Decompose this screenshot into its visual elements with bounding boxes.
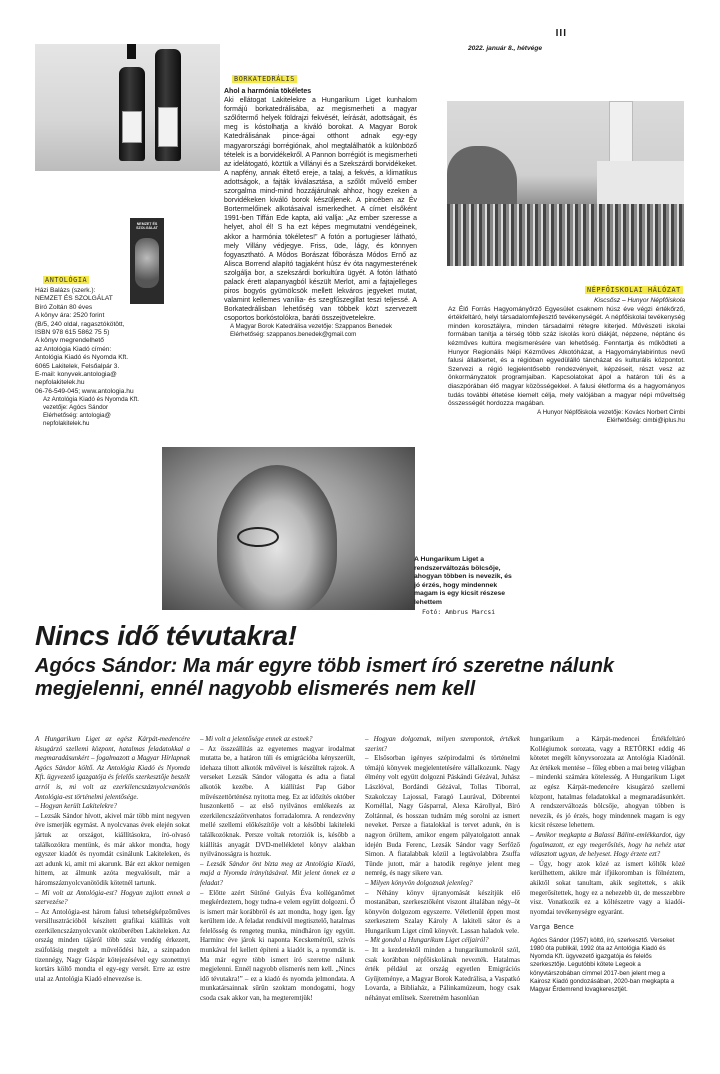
question: – Lezsák Sándor önt bízta meg az Antológia Kiadó, majd a Nyomda irányításával. Mit jelent önnek ez a feladat? xyxy=(200,859,355,887)
answer: – Elsősorban igényes szépirodalmi és történelmi témájú könyvek megjelentetésére vállalkozunk. Nagy élmény volt együtt dolgozni Páskándi Gézával, Juhász Lászlóval, Bordándi Gézával, Tollas Tiborral, Szakolczay Lajossal, Faragó Laurával, Döbrentei Kornéllal, Nagy Gásparral, Alexa Károllyal, Bíró Zoltánnal, és hosszan tudnám még sorolni az ismert neveket. Persze a fiatalokkal is tervet adunk, én is nagyon örültem, amikor engem pályatolgatott annak idején Buda Ferenc, Lezsák Sándor vagy Serfőző Simon. A fiatalabbak közül a legtávolabbra Zsuffa Tünde jutott, már a hatodik regénye jelent meg nemrég, és nagy sikere van. xyxy=(365,754,520,878)
nepfoiskolai-label: NÉPFŐISKOLAI HÁLÓZAT xyxy=(587,286,681,294)
borkatedralis-article xyxy=(224,87,417,339)
page-number: III xyxy=(555,28,567,39)
article-column-3 xyxy=(365,735,520,1004)
article-column-4 xyxy=(530,735,685,994)
info-line: Házi Balázs (szerk.): xyxy=(35,287,96,294)
antologia-credit xyxy=(35,396,155,428)
borkatedralis-label: BORKATEDRÁLIS xyxy=(234,75,295,83)
info-line: 6065 Lakitelek, Felsőalpár 3. xyxy=(35,362,120,370)
answer: – Az Antológia-est három falusi tehetségképzőműves versillusztrációból készített grafikai kiállítás volt ezerkilencszáznyolcvanöt októberében Lakiteleken. Az ország minden tájáról több száz vendég érkezett, zsúfolásig megtelt a művelődési ház, a szinpadon tizennégy, Nagy Gáspár kötejezésével egy szonettnyi kortárs költő mondta el egy-egy versét. Erre az estre utal az Antológia Kiadó elnevezése is. xyxy=(35,907,190,983)
question: – Hogyan dolgoznak, milyen szempontok, értékek szerint? xyxy=(365,735,520,753)
info-line: Antológia Kiadó és Nyomda Kft. xyxy=(35,354,129,362)
village-church-crowd-photo xyxy=(447,101,684,266)
credit-line: Elérhetőség: antologia@ xyxy=(43,412,111,420)
photo-caption xyxy=(414,556,514,616)
question: – Mit gondol a Hungarikum Liget céljairól? xyxy=(365,936,489,945)
answer: hungarikum a Kárpát-medencei Értékfeltáró Kollégiumok sorozata, vagy a RETÖRKI eddig 46 kötetet megélt könyvsorozata az Antológia Kiadónál. Az értékek mentése – főleg ebben a mai beteg világban – mindenki számára kötelesség. A Hungarikum Liget az egész Kárpát-medencére kisugárzó szellemi központ, hatalmas feladatokkal a megmaradásunkért. A rendszerváltozás bölcsője, ahogyan többen is nevezik, és jó érzés, hogy mindennek magam is egy kicsit részese lehettem. xyxy=(530,735,685,830)
glasses xyxy=(237,527,279,547)
borkatedralis-title: Ahol a harmónia tökéletes xyxy=(224,88,312,95)
antologia-book-info xyxy=(35,287,155,428)
credit-line: A Hunyor Népfőiskola vezetője: Kovács Norbert Cimbi xyxy=(537,408,685,416)
info-line: A könyv megrendelhető xyxy=(35,337,104,345)
question: – Milyen könyvön dolgoznak jelenleg? xyxy=(365,878,473,887)
nepfoiskolai-credit xyxy=(448,409,685,425)
borkatedralis-section-label xyxy=(232,68,297,86)
bottle-label-left xyxy=(122,111,142,143)
crowd xyxy=(447,204,684,266)
bottle-neck-left xyxy=(127,44,136,59)
info-line: ISBN 978 615 5862 75 5) xyxy=(35,329,110,337)
answer: – Itt a kezdetektől minden a hungarikumokról szól, csak korábban népfőiskolának nevezték. Hatalmas érték például az ország egyetlen Emigrációs Gyűjteménye, a Magyar Borok Katedrálisa, a Vaspatkó Lovarda, a Bibliaház, a Pálinkamúzeum, hogy csak néhányat említsek. Szeretném hasonlóan xyxy=(365,946,520,1003)
nepfoiskolai-article xyxy=(448,297,685,425)
book-cover-title: NEMZET ÉS SZOLGÁLAT xyxy=(136,222,158,230)
question: – Amikor megkapta a Balassi Bálint-emlékkardot, úgy fogalmazott, ez egy megerősítés, hogy ha nehéz utat választott ugyan, de helyeset. Hogy érzete ezt? xyxy=(530,830,685,859)
credit-line: nepfolakitelek.hu xyxy=(43,420,90,428)
antologia-section-label xyxy=(43,269,89,287)
article-column-1 xyxy=(35,735,190,984)
answer: – Lezsák Sándor hívott, akivel már több mint negyven éve ismerjük egymást. A nyolcvanas évek elején sokat jártuk az országot, kiállításokra, író-olvasó találkozókra mentünk, és már akkor mondta, hogy egyszer kiadót és nyomdát csinálunk Lakiteleken, és azt adunk ki, amit mi akarunk. Bár ezt akkor nemigen hittem, az álmunk azóta megvalósult, már a háromszáznyolcvanötödik kötetnél tartunk. xyxy=(35,811,190,887)
answer: – Előtte azért Sütőné Gulyás Éva kolléganőmet megkérdeztem, hogy tudna-e velem együtt dolgozni. Ő is ismert már korábbról és azt mondta, hogy igen. Így kerültem ide. A feladat rendkívül megtisztelő, hatalmas felelősség és rengeteg munka, mindháron így együtt. Harminc éve járok ki naponta Kecskemétről, szívós munkával fel kellett építeni a kiadót is, a nyomdát is. Ma már egyre több ismert író szeretne nálunk megjelenni. Ennél nagyobb elismerés nem kell. „Nincs idő tévutakra!” – ez a kiadó és nyomda jelmondata. A munkatársainnak sűrűn szoktam mondogatni, hogy csoda csak akkor van, ha megteremtjük! xyxy=(200,888,355,1003)
answer: – Néhány könyv újranyomását készítjük elő mostanában, szerkesztőként viszont általában négy–öt könyvön dolgozom egyszerre. Véletlenül éppen most szerkesztem Szalay Károly A lakiteli sátor és a Hungarikum Liget című könyvét. Lassan haladok vele. xyxy=(365,888,520,935)
borkatedralis-body: Aki ellátogat Lakitelekre a Hungarikum Liget kunhalom formájú borkatedrálisába, az megismerheti a magyar szőlőtermő helyek földrajzi fekvését, leírását, adottságait, és meg is kóstolhatja a kiváló borokat. A Magyar Borok Katedrálisának pince-ágai otthont adnak egy-egy magyarországi borrégiónak, ahol megtalálhatók a különböző tételek is a borvidékekről. A Pannon borrégiót is megismerheti az idelátogató, köztük a Villányi és a Szekszárdi borvidékeket. A napfény, annak éltető ereje, a talaj, a fekvés, a klimatikus adottságok, a fajták kiválasztása, a szőlőt művelő ember szorgalma mind-mind hozzájárulnak ahhoz, hogy ezeken a borvidékeken kiváló borok készüljenek. A pincében az Év Bortermelőinek alkotásaival ismerkedhet. A címet elsőként 1991-ben Tiffán Ede kapta, aki vallja: „Az ember szeresse a helyet, ahol él! S ha ezt képes megmutatni vendégeinek, akkor a harmónia tökéletes!” A fotón a portugieser látható, mely Villány védjegye. Friss, üde, lágy, és könnyen fogyasztható. A Módos Borászat főborásza Módos Ernő az Alisca Borrend alapító tagjaként húsz év óta nagymesterének szolgálja bor, a szekszárdi borkultúra ügyét. A fotón látható palack érett alapanyagból készült Merlot, ami a fajtajelleges piros bogyós gyümölcsök mellett lekváros jegyeket mutat, valamint kellemes vanília- és szegfűszegillat teszi teljessé. A Borkatedrálisban lehetőség van többek közt szervezett csoportos borkóstolókra, baráti összejövetelekre. xyxy=(224,97,417,323)
question: – Hogyan került Lakitelekre? xyxy=(35,802,117,811)
info-line: E-mail: konyvek.antologia@ xyxy=(35,371,117,379)
question: – Mi volt a jelentősége ennek az estnek? xyxy=(200,735,313,743)
nepfoiskolai-subtitle: Kiscsősz – Hunyor Népfőiskola xyxy=(594,297,685,304)
article-column-2 xyxy=(200,735,355,1004)
credit-line: A Magyar Borok Katedrálisa vezetője: Szappanos Benedek xyxy=(230,323,393,331)
info-line: az Antológia Kiadó címén: xyxy=(35,345,112,353)
info-line: 06-76-549-045; www.antologia.hu xyxy=(35,387,134,395)
bottle-left xyxy=(119,67,145,161)
credit-line: Elérhetőség: szappanos.benedek@gmail.com xyxy=(230,331,357,339)
info-line: nepfolakitelek.hu xyxy=(35,379,85,387)
bottle-label-right xyxy=(158,107,178,147)
nepfoiskolai-section-label xyxy=(585,279,683,297)
info-line: NEMZET ÉS SZOLGÁLAT xyxy=(35,295,113,303)
issue-date: 2022. január 8., hétvége xyxy=(468,45,543,52)
info-line: A könyv ára: 2520 forint xyxy=(35,312,105,320)
bottle-right xyxy=(155,49,181,161)
borkatedralis-credit xyxy=(224,323,417,339)
credit-line: Az Antológia Kiadó és Nyomda Kft. xyxy=(43,396,139,404)
agocs-sandor-portrait-photo xyxy=(162,447,415,610)
credit-line: vezetője: Agócs Sándor xyxy=(43,404,109,412)
author-portrait xyxy=(135,238,159,288)
article-subheadline: Agócs Sándor: Ma már egyre több ismert író szeretne nálunk megjelenni, ennél nagyobb elismerés nem kell xyxy=(35,655,615,700)
answer: – Az összeállítás az egyetemes magyar irodalmat mutatta be, a határon túli és emigrációba kényszerült, idehaza tiltott alkotók művéivel is készültek rajzok. A verseket Lezsák Sándor válogatta és adta a fiatal alkotók kezébe. A kiállítást Pap Gábor művészettörténész nyitotta meg. Ez az időzítés október huszonkettő – az első nyilvános emlékezés az ezerkilencszázötvenhatos forradalomra. A rendezvény mellé szellemi előkészítője volt a későbbi lakiteleki találkozóknak. Persze voltak retorziók is, később a kiállítás anyagát DVD-mellékletel könyv alakban nyilvánosságra is hoztuk. xyxy=(200,744,355,859)
caption-text: A Hungarikum Liget a rendszerváltozás bölcsője, ahogyan többen is nevezik, és jó érzés, hogy mindennek magam is egy kicsit részese lehettem xyxy=(414,556,512,606)
info-line: (B/5, 240 oldal, ragasztókötött, xyxy=(35,320,125,328)
article-author: Varga Bence xyxy=(530,923,574,932)
article-headline: Nincs idő tévutakra! xyxy=(35,620,297,651)
credit-line: Elérhetőség: cimbi@iplus.hu xyxy=(606,416,685,424)
antologia-label: ANTOLÓGIA xyxy=(45,276,88,284)
info-line: Bíró Zoltán 80 éves xyxy=(35,303,93,311)
nepfoiskolai-body: Az Élő Forrás Hagyományőrző Egyesület csaknem húsz éve végzi értékőrző, értékfeltáró, helyi társadalomfejlesztő tevékenységét. A népfőiskolai tevékenység minden korosztályra, minden társadalmi rétegre kiterjed. Művészeti iskolai formában tanítja a térség több száz iskolás korú diákját, népzene, néptánc és kézműves kultúra megismerésére van lehetőség. Fenntartja és működteti a Hunyor Regionális Népi Kézműves Alkotóházat, a Hagyománylabirintus nevű falusi állatkertet, és a régióban egyedülálló táncházat és kulturális központot. Szervezi a régió legjelentősebb rendezvényeit, képzéseit, részt vesz az önkormányzatok programjaiban. Kapcsolatokat ápol a határon túli és a diaszpórában élő magyar közösségekkel. A falusi életforma és a hagyományos tudás további éltetése kiemelt célja, mely valójában a magyar népi műveltség összességét hordozza magában. xyxy=(448,305,685,408)
lead-paragraph: A Hungarikum Liget az egész Kárpát-medencére kisugárzó szellemi központ, hatalmas feladatokkal a megmaradásunkért – fogalmazott a Magyar Hírlapnak Agócs Sándor költő. Az Antológia Kiadó és Nyomda Kft. ügyvezető igazgatója és felelős szerkesztője beszélt arról is, mi volt az ezerkilencszáznyolcvanötös Antológia-est történelmi jelentősége. xyxy=(35,735,190,801)
wine-bottles-photo xyxy=(35,44,220,171)
answer: – Úgy, hogy azok közé az ismert költők közé kerülhettem, akikre már ifjúkoromban is fölnéztem, akiktől sokat tanultam, akik segítettek, s akik megerősítettek, hogy ez a nehezebb út, de messzebbre visz. Vonatkozik ez a költészetre vagy a kiadói-nyomdai tevékenységre egyaránt. xyxy=(530,859,685,916)
question: – Mi volt az Antológia-est? Hogyan zajlott ennek a szervezése? xyxy=(35,888,190,907)
photo-credit: Fotó: Ambrus Marcsi xyxy=(422,607,496,616)
author-bio: Agócs Sándor (1957) költő, író, szerkesztő. Verseket 1980 óta publikál, 1992 óta az Antológia Kiadó és Nyomda Kft. ügyvezető igazgatója és felelős szerkesztője. Legutóbbi kötete Legeok a könyvtárszobában címmel 2017-ben jelent meg a Kairosz Kiadó gondozásában, 2020-ban megkapta a Magyar Érdemrend lovagkeresztjét. xyxy=(530,936,675,994)
